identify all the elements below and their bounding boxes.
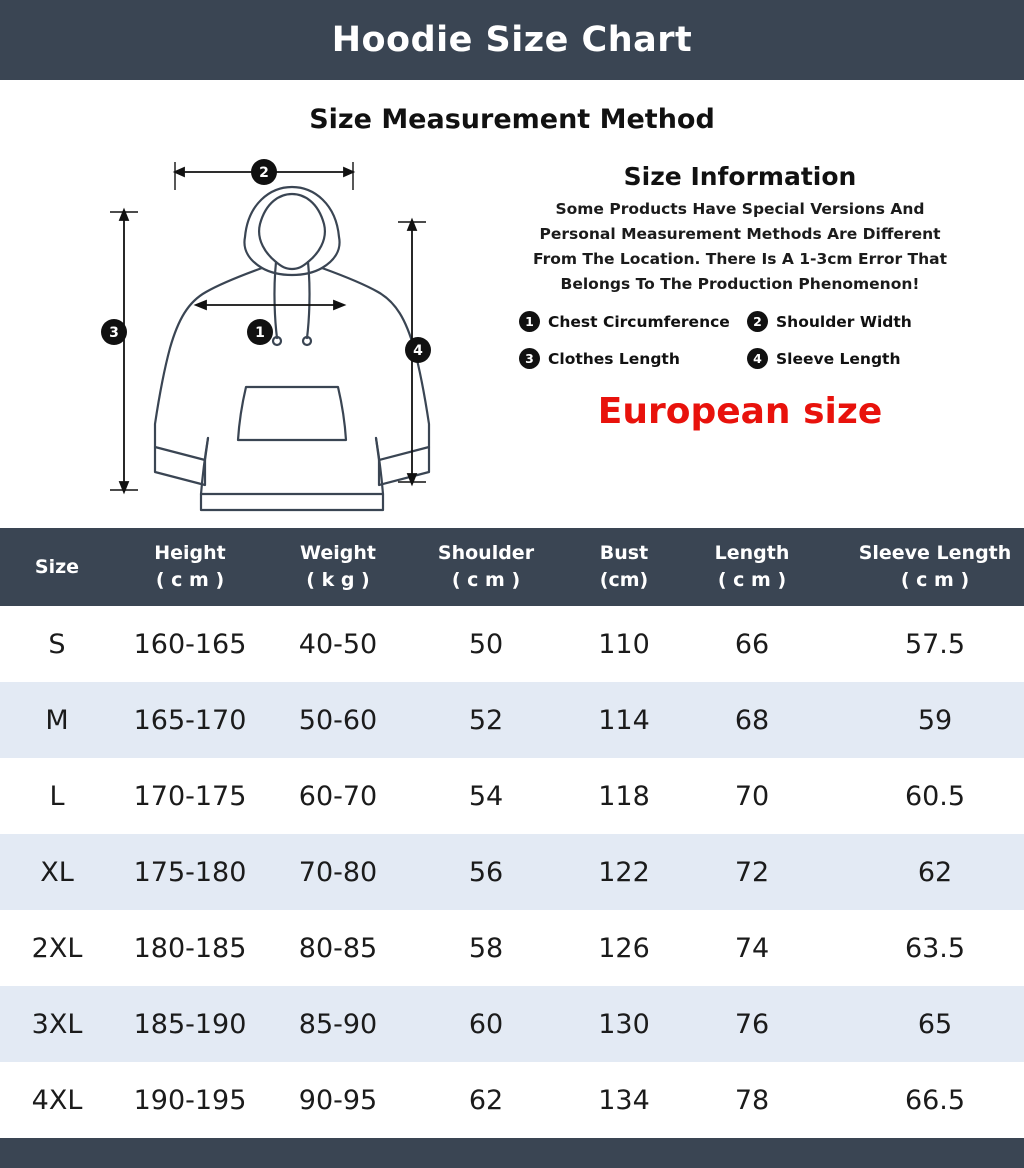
- cell-sleeve: 60.5: [904, 780, 966, 812]
- cell-size: S: [48, 628, 66, 660]
- cell-weight: 90-95: [298, 1084, 378, 1116]
- cell-length: 76: [734, 1008, 770, 1040]
- svg-text:2: 2: [259, 165, 269, 181]
- info-line-1: Some Products Have Special Versions And: [555, 200, 925, 218]
- cell-shoulder: 62: [468, 1084, 504, 1116]
- cell-height: 165-170: [133, 704, 247, 736]
- table-row: [0, 986, 1024, 1062]
- badge-1-icon: 1: [519, 311, 540, 332]
- svg-text:1: 1: [255, 325, 265, 341]
- legend-label-shoulder: Shoulder Width: [776, 312, 912, 331]
- svg-text:3: 3: [109, 325, 119, 341]
- legend-label-sleeve-length: Sleeve Length: [776, 349, 901, 368]
- measurement-legend: [505, 311, 975, 369]
- cell-height: 175-180: [133, 856, 247, 888]
- header-size-line1: Size: [34, 555, 80, 578]
- legend-item-sleeve-length: [747, 348, 975, 369]
- header-weight-line2: ( k g ): [306, 569, 370, 591]
- header-height: [114, 528, 266, 606]
- cell-bust: 122: [598, 856, 650, 888]
- table-row: [0, 834, 1024, 910]
- diagram-marker-1: [247, 319, 273, 345]
- cell-height: 185-190: [133, 1008, 247, 1040]
- diagram-marker-2: [251, 159, 277, 185]
- header-sleeve-line1: Sleeve Length: [858, 542, 1012, 564]
- table-row: [0, 1062, 1024, 1138]
- header-shoulder-line2: ( c m ): [451, 569, 521, 591]
- badge-4-icon: 4: [747, 348, 768, 369]
- badge-3-icon: 3: [519, 348, 540, 369]
- cell-size: 3XL: [31, 1008, 83, 1040]
- cell-length: 74: [734, 932, 770, 964]
- cell-sleeve: 62: [917, 856, 953, 888]
- cell-shoulder: 60: [468, 1008, 504, 1040]
- header-bust-line2: (cm): [599, 569, 649, 591]
- header-height-line2: ( c m ): [155, 569, 225, 591]
- cell-bust: 134: [598, 1084, 650, 1116]
- cell-bust: 126: [598, 932, 650, 964]
- info-line-4: Belongs To The Production Phenomenon!: [560, 275, 920, 293]
- cell-height: 190-195: [133, 1084, 247, 1116]
- size-table-wrapper: [0, 528, 1024, 1138]
- header-sleeve-length: [818, 528, 1024, 606]
- header-shoulder-line1: Shoulder: [437, 542, 535, 564]
- legend-item-clothes-length: [519, 348, 747, 369]
- diagram-marker-4: [405, 337, 431, 363]
- legend-item-chest: [519, 311, 747, 332]
- cell-sleeve: 65: [917, 1008, 953, 1040]
- size-information-body: [505, 197, 975, 297]
- cell-weight: 85-90: [298, 1008, 378, 1040]
- cell-weight: 40-50: [298, 628, 378, 660]
- diagram-marker-3: [101, 319, 127, 345]
- cell-length: 66: [734, 628, 770, 660]
- table-row: [0, 910, 1024, 986]
- legend-item-shoulder: [747, 311, 975, 332]
- header-height-line1: Height: [154, 542, 226, 564]
- page-title: Hoodie Size Chart: [331, 20, 693, 60]
- size-table-body: [0, 606, 1024, 1138]
- cell-height: 180-185: [133, 932, 247, 964]
- cell-shoulder: 56: [468, 856, 504, 888]
- table-row: [0, 682, 1024, 758]
- table-row: [0, 606, 1024, 682]
- header-shoulder: [410, 528, 562, 606]
- cell-weight: 80-85: [298, 932, 378, 964]
- cell-sleeve: 59: [917, 704, 953, 736]
- header-weight-line1: Weight: [300, 542, 376, 564]
- page-header: [0, 0, 1024, 80]
- hoodie-diagram: [70, 142, 490, 512]
- hoodie-illustration-svg: [70, 142, 490, 512]
- cell-size: 4XL: [31, 1084, 83, 1116]
- cell-size: XL: [40, 856, 74, 888]
- header-bust-line1: Bust: [599, 542, 649, 564]
- header-length-line1: Length: [714, 542, 790, 564]
- cell-length: 70: [734, 780, 770, 812]
- header-sleeve-line2: ( c m ): [900, 569, 970, 591]
- header-bust: [562, 528, 686, 606]
- cell-size: 2XL: [31, 932, 83, 964]
- cell-length: 78: [734, 1084, 770, 1116]
- cell-bust: 114: [598, 704, 650, 736]
- european-size-label: European size: [597, 391, 883, 432]
- size-table-head: [0, 528, 1024, 606]
- cell-bust: 130: [598, 1008, 650, 1040]
- badge-2-icon: 2: [747, 311, 768, 332]
- svg-text:4: 4: [413, 343, 423, 359]
- size-information-title: Size Information: [623, 162, 857, 191]
- cell-length: 72: [734, 856, 770, 888]
- cell-weight: 60-70: [298, 780, 378, 812]
- size-information-panel: [505, 162, 975, 432]
- header-length-line2: ( c m ): [717, 569, 787, 591]
- cell-height: 170-175: [133, 780, 247, 812]
- header-size: [0, 528, 114, 606]
- header-length: [686, 528, 818, 606]
- footer-bar: [0, 1138, 1024, 1168]
- measurement-section: [0, 80, 1024, 528]
- cell-weight: 70-80: [298, 856, 378, 888]
- cell-sleeve: 57.5: [904, 628, 966, 660]
- cell-shoulder: 50: [468, 628, 504, 660]
- cell-bust: 118: [598, 780, 650, 812]
- legend-label-clothes-length: Clothes Length: [548, 349, 680, 368]
- cell-shoulder: 52: [468, 704, 504, 736]
- cell-sleeve: 63.5: [904, 932, 966, 964]
- table-row: [0, 758, 1024, 834]
- cell-shoulder: 58: [468, 932, 504, 964]
- info-line-3: From The Location. There Is A 1-3cm Error That: [532, 250, 948, 268]
- cell-sleeve: 66.5: [904, 1084, 966, 1116]
- cell-size: M: [45, 704, 69, 736]
- cell-size: L: [49, 780, 65, 812]
- cell-length: 68: [734, 704, 770, 736]
- cell-bust: 110: [598, 628, 650, 660]
- cell-weight: 50-60: [298, 704, 378, 736]
- header-weight: [266, 528, 410, 606]
- table-header-row: [0, 528, 1024, 606]
- info-line-2: Personal Measurement Methods Are Different: [539, 225, 941, 243]
- cell-shoulder: 54: [468, 780, 504, 812]
- size-table: [0, 528, 1024, 1138]
- legend-label-chest: Chest Circumference: [548, 312, 730, 331]
- section-title: Size Measurement Method: [309, 104, 715, 135]
- cell-height: 160-165: [133, 628, 247, 660]
